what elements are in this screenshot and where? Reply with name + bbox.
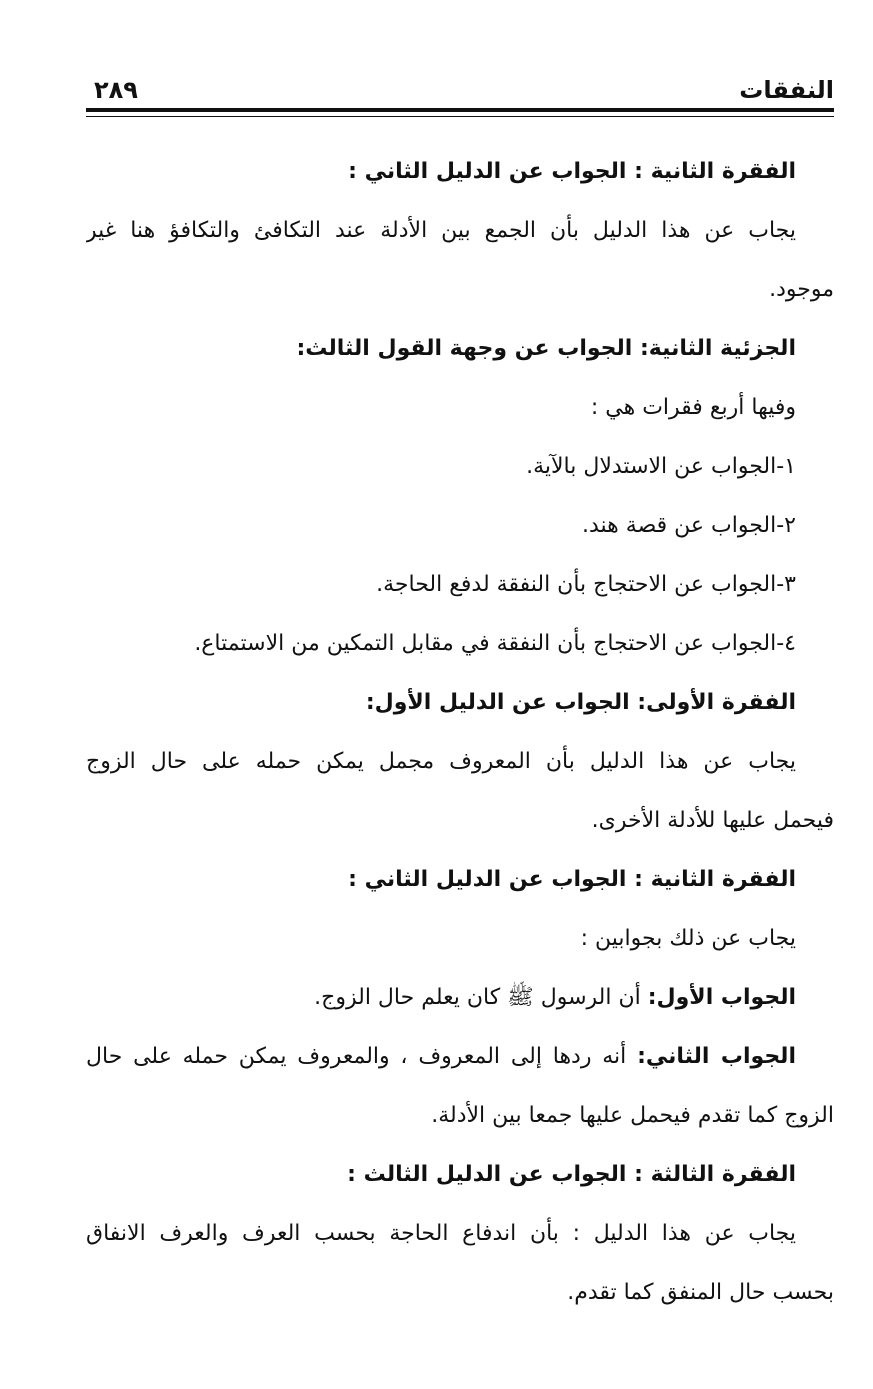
page-number: ٢٨٩ [94,76,138,104]
paragraph-line: يجاب عن ذلك بجوابين : [580,926,796,951]
paragraph-line: موجود. [769,277,834,302]
answer-label: الجواب الثاني: [637,1044,796,1069]
answer-line [86,1027,834,1086]
paragraph-line: يجاب عن هذا الدليل بأن المعروف مجمل يمكن حمله على حال الزوج [86,749,796,774]
section-heading: الفقرة الثانية : الجواب عن الدليل الثاني : [348,159,796,184]
paragraph-line: وفيها أربع فقرات هي : [590,395,796,420]
answer-text: أنه ردها إلى المعروف ، والمعروف يمكن حمله على حال [86,1044,638,1069]
section-heading: الجزئية الثانية: الجواب عن وجهة القول الثالث: [296,336,796,361]
body-text [86,142,834,1322]
paragraph-line: بحسب حال المنفق كما تقدم. [567,1280,834,1305]
running-title: النفقات [739,76,834,104]
header-rule-thin [86,116,834,117]
paragraph-line: فيحمل عليها للأدلة الأخرى. [591,808,834,833]
list-item: ٢-الجواب عن قصة هند. [582,513,796,538]
answer-line [86,968,834,1027]
header-rule-thick [86,108,834,112]
section-heading: الفقرة الثالثة : الجواب عن الدليل الثالث : [347,1162,796,1187]
page-header [86,72,834,112]
paragraph-line: يجاب عن هذا الدليل : بأن اندفاع الحاجة بحسب العرف والعرف الانفاق [86,1221,796,1246]
list-item: ٤-الجواب عن الاحتجاج بأن النفقة في مقابل التمكين من الاستمتاع. [194,631,796,656]
answer-text: أن الرسول ﷺ كان يعلم حال الزوج. [314,985,648,1010]
section-heading: الفقرة الثانية : الجواب عن الدليل الثاني : [348,867,796,892]
paragraph-line: يجاب عن هذا الدليل بأن الجمع بين الأدلة عند التكافئ والتكافؤ هنا غير [86,218,796,243]
list-item: ١-الجواب عن الاستدلال بالآية. [526,454,796,479]
list-item: ٣-الجواب عن الاحتجاج بأن النفقة لدفع الحاجة. [376,572,796,597]
paragraph-line: الزوج كما تقدم فيحمل عليها جمعا بين الأدلة. [431,1103,834,1128]
answer-label: الجواب الأول: [647,985,796,1010]
section-heading: الفقرة الأولى: الجواب عن الدليل الأول: [365,690,796,715]
